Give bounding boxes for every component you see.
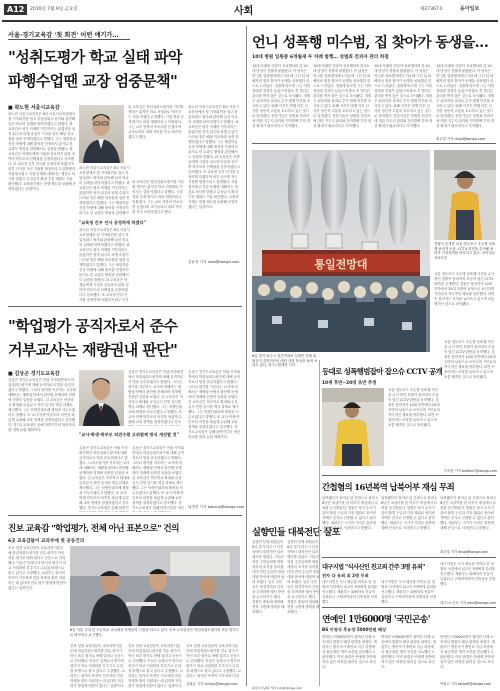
- article1-headline-line1: "성취도평가 학교 실태 파악: [8, 48, 182, 66]
- article2-headline-line1: "학업평가 공직자로서 준수: [8, 317, 178, 335]
- article1-kicker: 서울·경기교육감 '첫 회견' 어떤 얘기가…: [8, 32, 119, 39]
- article1-reporter: 김윤종 기자 zozo@donga.com: [188, 260, 240, 264]
- article3-reporter: 김희균 기자 foryou@donga.com: [186, 682, 238, 686]
- article4-headline: 언니 성폭행 미수범, 집 찾아가 동생을…: [252, 35, 489, 51]
- banner-text: 통일전망대: [314, 258, 368, 271]
- article2-body-col3: 김상곤 경기도교육감은 이날 기자회견에서 학업성취도평가에 대해 공직자로서 법을 준수하겠다고 밝혔다. 그러나 평가를 거부하는 교사에 대해서는 재량권 안에서 판단할 문제라며 징계에 신중한 입장을 보였다. 김 교육감은 혁신학교 확대와 무상급식 전면 실시를 핵심 과제로 제시했다. 그는 학생인권조례 제정을 서두르겠다고 말했다. 또 교사·학생·학부모의 의견을 폭넓게 수렴해 교육 정책을 결정하겠다고 강조했다. 경기도교육청은 올해 하반기: [79, 446, 130, 510]
- article9-photo-caption: 8일 경기 파주시 임진각에서 실향민 단체 회원들이 대북전단을 매단 대형 풍선을 날려 보내고 있다. 파주=원대연 기자: [252, 354, 318, 368]
- article1-body-col2b: 곽노현 서울시교육감은 8일 서울시교육청에서 첫 기자회견을 열고 학업성취도 평가와 관련해 일선 학교의 실태를 파악하겠다고 밝혔다. 곽 교육감은 평가 자체를 거부하지는 않겠지만 성적 위주의 파행 수업이 드러날 경우 해당 학교장을 엄중 문책하겠다고 말했다. 그는 체험학습 신청 학생에 대해 출석을 인정하지 않기로 한 교과부 방침과 관련해서: [79, 166, 130, 215]
- article4-body-col3: 10대 자매를 잇달아 성폭행하려 한 20대 남성이 경찰에 붙잡혔다. 이 남성은 언니를 성폭행하려다 미수에 그친 뒤 피해자의 집을 찾아가 동생을 성폭행한 것으로 드러났다. 경찰에 따르면 그는 이미 성범죄 전과가 있었으며 출소 후 별다른 관리를 받지 않은 것으로 조사됐다. 경찰은 피의자를 상대로 추가 범행 여부를 조사하고 있다. 피해 가족은 범행 이후 심각한 정신적 고통을 호소하고 있는 것으로 알려졌다. 전문가들은 성범죄 전과자에 대한 거주지 관리와 전자발찌 부착 대상 확대가 필요하다고 지적했다.: [374, 64, 432, 128]
- article6-body-col1: 납북됐다가 돌아온 뒤 간첩으로 몰려 16년간 옥살이를 한 어부가 재심에서 무죄를 선고받았다. 법원은 당시 수사기관의 불법 구금과 가혹 행위로 얻어낸 자백은 증거로 인정할 수 없다고 판단했다. 재판부는 국가가 저지른 잘못에 대해 진심으로 사과한다고 밝혔다.: [322, 496, 378, 530]
- divider-right-1: [252, 143, 496, 144]
- article1-inset-title: "교육청 간부 인사 공정하게 하겠다": [79, 220, 146, 225]
- article1-portrait: [79, 105, 124, 163]
- article7-reporter: 대구=노인호 기자 inho@donga.com: [440, 601, 496, 605]
- issue-number: 제27367호: [420, 7, 444, 12]
- person-portrait-icon: [79, 105, 124, 163]
- article7-headline: 대구지법 "식사신인 친고죄 간주 3명 유죄": [322, 564, 425, 571]
- article6-body-col3: 납북됐다가 돌아온 뒤 간첩으로 몰려 16년간 옥살이를 한 어부가 재심에서 무죄를 선고받았다. 법원은 당시 수사기관의 불법 구금과 가혹 행위로 얻어낸 자백은 증거로 인정할 수 없다고 판단했다. 재판부는 국가가 저지른 잘못에 대해 진심으로 사과한다고 밝혔다.: [440, 496, 496, 530]
- kicker-rule: [8, 39, 130, 40]
- section-name: 사회: [234, 6, 254, 17]
- header-rule: [2, 20, 498, 22]
- divider-left-1: [8, 306, 242, 307]
- article8-subhead: BS 이영식 후유장 5000만원 배상: [322, 627, 387, 632]
- article3-body-col3: 진보 성향 교육감들이 교육과학기술부에 학업성취도평가를 전수 평가가 아닌 표본 평가로 바꿔 달라고 공동으로 건의했다. 이들은 일제고사 방식의 평가가 학교 서열화를 부추기고 수업을 파행으로 몰고 있다고 주장했다. 교과부는 평가의 목적이 기초학력 미달 학생을 찾아 지원하는 데 있다며 전수 평가 방침에 변함이 없다는 입장이다.: [128, 644, 183, 688]
- article8-body-col1: 연예인 1만6000명이 참여한 단체 소송에서 법원이 배상 판결을 내렸다. 재판부는 방송사가 출연료 지급 과정에서 불공정한 계약 조건을 강요했다고 판단했다. 이번 판결은 연예계 전반에 적지 않은 파장을 불러올 것으로 보인다.: [322, 635, 377, 669]
- article1-headline-line2: 파행수업땐 교장 엄중문책": [8, 72, 178, 90]
- article2-byline: ■ 김상곤 경기도교육감: [8, 371, 60, 377]
- article2-headline-line2: 거부교사는 재량권내 판단": [8, 341, 178, 359]
- article9-reporter: 파주=이남희 기자 irun@donga.com: [252, 686, 303, 690]
- article3-body-col2: 진보 성향 교육감들이 교육과학기술부에 학업성취도평가를 전수 평가가 아닌 표본 평가로 바꿔 달라고 공동으로 건의했다. 이들은 일제고사 방식의 평가가 학교 서열화를 부추기고 수업을 파행으로 몰고 있다고 주장했다. 교과부는 평가의 목적이 기초학력 미달 학생을 찾아 지원하는 데 있다며 전수 평가 방침에 변함이 없다는 입장이다.: [70, 644, 125, 688]
- article9-headline: 실향민들 대북전단 살포: [252, 527, 340, 538]
- article4-subhead: 10대 병원 입원중 6개월새 두 차례 범행… 성범죄 전과자 관리 허점: [252, 55, 389, 60]
- article1-byline: ■ 곽노현 서울시교육감: [8, 105, 60, 111]
- divider-right-2: [322, 475, 496, 476]
- article7-body-col3: 대구지법은 식사 제공을 미끼로 한 성범죄 사건에서 피고인 3명에게 유죄를 선고했다. 재판부는 피해자의 진술이 일관되고 구체적이라며 신빙성을 인정했다.: [440, 562, 496, 586]
- paper-name: 동아일보: [460, 6, 480, 12]
- article5-headline: 등대로 성폭행범잡아 잡으슈 CCTV 공개: [322, 367, 443, 376]
- page-date: 2010년 7월 9일 금요일: [30, 7, 78, 12]
- article3-body-col1: 진보 성향 교육감들이 교육과학기술부에 학업성취도평가를 전수 평가가 아닌 표본 평가로 바꿔 달라고 공동으로 건의했다. 이들은 일제고사 방식의 평가가 학교 서열화를 부추기고 수업을 파행으로 몰고 있다고 주장했다. 교과부는 평가의 목적이 기초학력 미달 학생을 찾아 지원하는 데 있다며 전수 평가 방침에 변함이 없다는 입장이다.: [8, 546, 66, 590]
- article8-body-col2: 연예인 1만6000명이 참여한 단체 소송에서 법원이 배상 판결을 내렸다. 재판부는 방송사가 출연료 지급 과정에서 불공정한 계약 조건을 강요했다고 판단했다. 이번 판결은 연예계 전반에 적지 않은 파장을 불러올 것으로 보인다.: [381, 635, 436, 669]
- article1-body-col3: 곽노현 서울시교육감은 8일 서울시교육청에서 첫 기자회견을 열고 학업성취도 평가와 관련해 일선 학교의 실태를 파악하겠다고 밝혔다. 곽 교육감은 평가 자체를 거부하지는 않겠지만 성적 위주의 파행 수업이 드러날 경우 해당 학교장을 엄중 문책하겠다고 말했다. 그는 체험학습 신청 학생에 대해 출석을 인정하지 않기로 한 교과부 방침과 관련해서도 입장을 밝혔다. 곽 교육감은 학생들에게 시험을 강요하지 않을 것이며 학부모의 선택권을 존중하겠다고 강조했다. 또 교육청 간부 인사를 공정하게 하겠다며 외부 인사: [79, 228, 130, 302]
- article9-body-col1: 실향민 단체 회원들이 8일 경기 파주시 임진각에서 대북전단 살포 행사를 열었다. 이들은 북한 주민들에게 바깥세상의 소식을 알리겠다며 전단 수십만 장을 대형 풍선에 매달아 날려 보냈다. 일부 주민들은 접경지역의 긴장을 우려하며 행사 중단을 요구하기도 했다. 경찰은 충돌에 대비해 현장 주변에 병력을 배치했다.: [252, 540, 285, 614]
- article6-body-col2: 납북됐다가 돌아온 뒤 간첩으로 몰려 16년간 옥살이를 한 어부가 재심에서 무죄를 선고받았다. 법원은 당시 수사기관의 불법 구금과 가혹 행위로 얻어낸 자백은 증거로 인정할 수 없다고 판단했다. 재판부는 국가가 저지른 잘못에 대해 진심으로 사과한다고 밝혔다.: [381, 496, 437, 530]
- meeting-photo-icon: [70, 546, 240, 626]
- article2-inset-title: "교사·학생·학부모 의견수렴 고위험제 방식 개선할 것": [79, 432, 179, 437]
- article8-body-col3: 연예인 1만6000명이 참여한 단체 소송에서 법원이 배상 판결을 내렸다. 재판부는 방송사가 출연료 지급 과정에서 불공정한 계약 조건을 강요했다고 판단했다. 이번 판결은 연예계 전반에 적지 않은 파장을 불러올 것으로 보인다.: [440, 635, 495, 669]
- article7-subhead: 전자 다 유죄 외 2명 무죄: [322, 573, 369, 578]
- article4-reporter: 최우열 기자 dnsp@donga.com: [436, 137, 486, 141]
- article3-photo-caption: 6일 서울 시내 한 고등학교 교실에서 학생들이 시험을 치르고 있다. 진보 교육감들은 학업성취도평가를 표본 방식으로 바꾸라고 요구했다.: [70, 628, 239, 637]
- article6-reporter: 최우열 기자 dnsp@donga.com: [440, 550, 488, 554]
- article3-body-col4: 진보 성향 교육감들이 교육과학기술부에 학업성취도평가를 전수 평가가 아닌 표본 평가로 바꿔 달라고 공동으로 건의했다. 이들은 일제고사 방식의 평가가 학교 서열화를 부추기고 수업을 파행으로 몰고 있다고 주장했다. 교과부는 평가의 목적이 기초학력 미달: [186, 644, 241, 678]
- article2-body-col4: 김상곤 경기도교육감은 이날 기자회견에서 학업성취도평가에 대해 공직자로서 법을 준수하겠다고 밝혔다. 그러나 평가를 거부하는 교사에 대해서는 재량권 안에서 판단할 문제라며 징계에 신중한 입장을 보였다. 김 교육감은 혁신학교 확대와 무상급식 전면 실시를 핵심 과제로 제시했다. 그는 학생인권조례 제정을 서두르겠다고 말했다. 또 교사·학생·학부모의 의견을 폭넓게 수렴해 교육 정책을 결정하겠다고 강조했다. 경기도교육청은 올해 하반기부터 혁신: [132, 446, 184, 510]
- balloon-launch-photo-icon: [252, 150, 430, 352]
- article9-body-col2: 실향민 단체 회원들이 8일 경기 파주시 임진각에서 대북전단 살포 행사를 열었다. 이들은 북한 주민들에게 바깥세상의 소식을 알리겠다며 전단 수십만 장을 대형 풍선에 매달아 날려 보냈다. 일부 주민들은 접경지역의 긴장을 우려하며 행사 중단을 요구하기도 했다. 경찰은 충돌에 대비해 현장 주변에 병력을 배치했다.: [287, 540, 320, 614]
- article5-reporter: 이서현 기자 baltika7@donga.com: [444, 469, 497, 473]
- article7-body-col2: 대구지법은 식사 제공을 미끼로 한 성범죄 사건에서 피고인 3명에게 유죄를 선고했다. 재판부는 피해자의 진술이 일관되고 구체적이라며 신빙성을 인정했다.: [381, 580, 437, 604]
- divider-right-4: [322, 607, 496, 608]
- article5-subhead: 10세 후반~20대 초반 추정: [322, 381, 377, 386]
- article1-body-col1: 곽노현 서울시교육감은 8일 서울시교육청에서 첫 기자회견을 열고 학업성취도 평가와 관련해 일선 학교의 실태를 파악하겠다고 밝혔다. 곽 교육감은 평가 자체를 거부하지는 않겠지만 성적 위주의 파행 수업이 드러날 경우 해당 학교장을 엄중 문책하겠다고 말했다. 그는 체험학습 신청 학생에 대해 출석을 인정하지 않기로 한 교과부 방침과 관련해서도 입장을 밝혔다. 곽 교육감은 학생들에게 시험을 강요하지 않을 것이며 학부모의 선택권을 존중하겠다고 강조했다. 또 교육청 간부 인사를 공정하게 하겠다며 외부 인사를 적극 기용할 방침이라고 설명했다. 자율형사립고 지정 문제에 대해서는 재검토 의사를 밝혔고 무상급식 확대 추진 계획도 거듭 확인했다. 교원평가제는 현행 제도를 보완해 운영하겠다는 입장이다.: [8, 112, 76, 191]
- article1-body-col2: 곽 교육감은 학업성취도평가를 거부할 생각은 없지만 학교 서열화로 이어지는 것을 막겠다고 말했다. 시험 결과 공개 방식도 바꿀 계획이라고 덧붙였다. 그는 교육 현장의 목소리를 듣겠다며 교사들과의 대화 자리를 자주 마련하겠다고 했다.: [128, 105, 184, 139]
- article2-body-col2: 김상곤 경기도교육감은 이날 기자회견에서 학업성취도평가에 대해 공직자로서 법을 준수하겠다고 밝혔다. 그러나 평가를 거부하는 교사에 대해서는 재량권 안에서 판단할 문제라며 징계에 신중한 입장을 보였다. 김 교육감은 혁신학교 확대와 무상급식 전면 실시를 핵심 과제로 제시했다. 그는 학생인권조례 제정을 서두르겠다고 말했다. 또 교사·학생·학부모의 의견을 폭넓게 수렴해 교육 정책을 결정하겠다고 강조: [128, 370, 184, 424]
- article6-headline: 간첩혐의 16년복역 납북어부 재심 무죄: [322, 482, 455, 492]
- article7-body-col1: 대구지법은 식사 제공을 미끼로 한 성범죄 사건에서 피고인 3명에게 유죄를 선고했다. 재판부는 피해자의 진술이 일관되고 구체적이라며 신빙성을 인정했다.: [322, 580, 378, 604]
- article1-body-col4: 곽 교육감은 학업성취도평가를 거부할 생각은 없지만 학교 서열화로 이어지는 것을 막겠다고 말했다. 시험 결과 공개 방식도 바꿀 계획이라고 덧붙였다. 그는 교육 현장의 목소리를 듣겠다며 교사들과의 대화 자리를 자주 마련하겠다고 했다.: [132, 180, 184, 214]
- divider-right-vertical: [319, 360, 320, 686]
- article2-portrait: [79, 370, 124, 426]
- divider-right-3: [322, 557, 496, 558]
- article3-subhead: 6곳 교육감들이 교과부에 첫 공동건의: [8, 539, 85, 544]
- article3-photo: [70, 546, 240, 626]
- article2-reporter: 남경현 기자 bibulus@donga.com: [188, 505, 245, 509]
- article5-cctv-photo: [434, 150, 496, 240]
- article2-body-col5: 김상곤 경기도교육감은 이날 기자회견에서 학업성취도평가에 대해 공직자로서 법을 준수하겠다고 밝혔다. 그러나 평가를 거부하는 교사에 대해서는 재량권 안에서 판단할 문제라며 징계에 신중한 입장을 보였다. 김 교육감은 혁신학교 확대와 무상급식 전면 실시를 핵심 과제로 제시했다. 그는 학생인권조례 제정을 서두르겠다고 말했다. 또 교사·학생·학부모의 의견을 폭넓게 수렴해 교육 정책을 결정하겠다고 강조했다. 경기도교육청은 올해 하반기부터 혁신학교를 대폭 늘릴 계획이다.: [188, 370, 240, 439]
- article3-headline: 진보 교육감 "학업평가, 전체 아닌 표본으로" 건의: [8, 524, 179, 534]
- page-header: [0, 0, 500, 22]
- article5-body-col3: 서울 영등포구 초등생 성폭행 사건을 수사 중인 경찰이 용의자의 모습이 담긴 CCTV 화면을 공개했다. 경찰은 용의자가 10대 후반에서 20대 초반의 남성으로 보인다며 시민들의 적극적인 제보를 당부했다. 화면 속 용의자는 모자를 눌러쓰고 있으며 보통 체격인 것으로 파악됐다.: [444, 340, 496, 379]
- page-label: A12: [4, 4, 27, 15]
- article9-photo: [252, 150, 430, 352]
- article5-body-col2: 서울 영등포구 초등생 성폭행 사건을 수사 중인 경찰이 용의자의 모습이 담긴 CCTV 화면을 공개했다. 경찰은 용의자가 10대 후반에서 20대 초반의 남성으로 보인다며 시민들의 적극적인 제보를 당부했다. 화면 속 용의자는 모자를 눌러쓰고 있으며 보통 체격인 것으로 파악됐다.: [388, 388, 440, 427]
- column-divider: [246, 26, 247, 686]
- article2-body-col1: 김상곤 경기도교육감은 이날 기자회견에서 학업성취도평가에 대해 공직자로서 법을 준수하겠다고 밝혔다. 그러나 평가를 거부하는 교사에 대해서는 재량권 안에서 판단할 문제라며 징계에 신중한 입장을 보였다. 김 교육감은 혁신학교 확대와 무상급식 전면 실시를 핵심 과제로 제시했다. 그는 학생인권조례 제정을 서두르겠다고 말했다. 또 교사·학생·학부모의 의견을 폭넓게 수렴해 교육 정책을 결정하겠다고 강조했다. 경기도교육청은 올해 하반기부터 혁신학교를 대폭 늘릴 계획이다.: [8, 378, 76, 432]
- article1-body-col5: 곽노현 서울시교육감은 8일 서울시교육청에서 첫 기자회견을 열고 학업성취도 평가와 관련해 일선 학교의 실태를 파악하겠다고 밝혔다. 곽 교육감은 평가 자체를 거부하지는 않겠지만 성적 위주의 파행 수업이 드러날 경우 해당 학교장을 엄중 문책하겠다고 말했다. 그는 체험학습 신청 학생에 대해 출석을 인정하지 않기로 한 교과부 방침과 관련해서도 입장을 밝혔다. 곽 교육감은 학생들에게 시험을 강요하지 않을 것이며 학부모의 선택권을 존중하겠다고 강조했다. 또 교육청 간부 인사를 공정하게 하겠다며 외부 인사를 적극 기용할 방침이라고 설명했다. 자율형사립고 지정 문제에 대해서는 재검토 의사를 밝혔고 무상급식 확대 추진 계획도 거듭 확인했다. 교원평가제는 현행 제도를 보완해 운영하겠다는 입장이다.: [188, 105, 240, 209]
- article4-body-col1: 10대 자매를 잇달아 성폭행하려 한 20대 남성이 경찰에 붙잡혔다. 이 남성은 언니를 성폭행하려다 미수에 그친 뒤 피해자의 집을 찾아가 동생을 성폭행한 것으로 드러났다. 경찰에 따르면 그는 이미 성범죄 전과가 있었으며 출소 후 별다른 관리를 받지 않은 것으로 조사됐다. 경찰은 피의자를 상대로 추가 범행 여부를 조사하고 있다. 피해 가족은 범행 이후 심각한 정신적 고통을 호소하고 있는 것으로 알려졌다. 전문가들은 성범죄 전과자에 대한 거주지 관리와 전자발찌 부착 대상 확대가 필요하다고 지적했다.: [252, 64, 310, 128]
- cctv-suspect-icon: [434, 150, 496, 240]
- article8-headline: 연예인 1만6000명 '국민곤송': [322, 615, 430, 625]
- divider-left-2: [8, 515, 242, 516]
- article5-body-col1: 서울 영등포구 초등생 성폭행 사건을 수사 중인 경찰이 용의자의 모습이 담긴 CCTV 화면을 공개했다. 경찰은 용의자가 10대 후반에서 20대 초반의 남성으로 보인다며 시민들의 적극적인 제보를 당부했다. 화면 속 용의자는 모자를 눌러쓰고 있으며 보통 체격인 것으로 파악됐다.: [434, 272, 495, 306]
- article4-body-col4: 10대 자매를 잇달아 성폭행하려 한 20대 남성이 경찰에 붙잡혔다. 이 남성은 언니를 성폭행하려다 미수에 그친 뒤 피해자의 집을 찾아가 동생을 성폭행한 것으로 드러났다. 경찰에 따르면 그는 이미 성범죄 전과가 있었으며 출소 후 별다른 관리를 받지 않은 것으로 조사됐다. 경찰은 피의자를 상대로 추가 범행 여부를 조사하고 있다. 피해 가족은 범행 이후 심각한 정신적 고통을 호소하고 있는 것으로 알려졌다. 전문가들은 성범죄 전과자에 대한 거주지 관리와 전자발찌 부착 대상 확대가 필요하다고 지적했다.: [436, 64, 494, 128]
- article5-photo-caption: 경찰이 공개한 서울 영등포구 초등생 성폭행 용의자 모습. CCTV 화면을 분석해 용의자 인상착의를 파악하고 있다. 동아일보 자료사진: [434, 242, 496, 260]
- article5-photo: [322, 388, 384, 466]
- suspect-photo-icon: [322, 388, 384, 466]
- person-portrait-icon: [79, 370, 124, 426]
- article4-body-col2: 10대 자매를 잇달아 성폭행하려 한 20대 남성이 경찰에 붙잡혔다. 이 남성은 언니를 성폭행하려다 미수에 그친 뒤 피해자의 집을 찾아가 동생을 성폭행한 것으로 드러났다. 경찰에 따르면 그는 이미 성범죄 전과가 있었으며 출소 후 별다른 관리를 받지 않은 것으로 조사됐다. 경찰은 피의자를 상대로 추가 범행 여부를 조사하고 있다. 피해 가족은 범행 이후 심각한 정신적 고통을 호소하고 있는 것으로 알려졌다. 전문가들은 성범죄 전과자에 대한 거주지 관리와 전자발찌 부착 대상 확대가 필요하다고 지적했다.: [313, 64, 371, 128]
- article8-reporter: 이원주 기자 takeoff@donga.com: [440, 682, 492, 686]
